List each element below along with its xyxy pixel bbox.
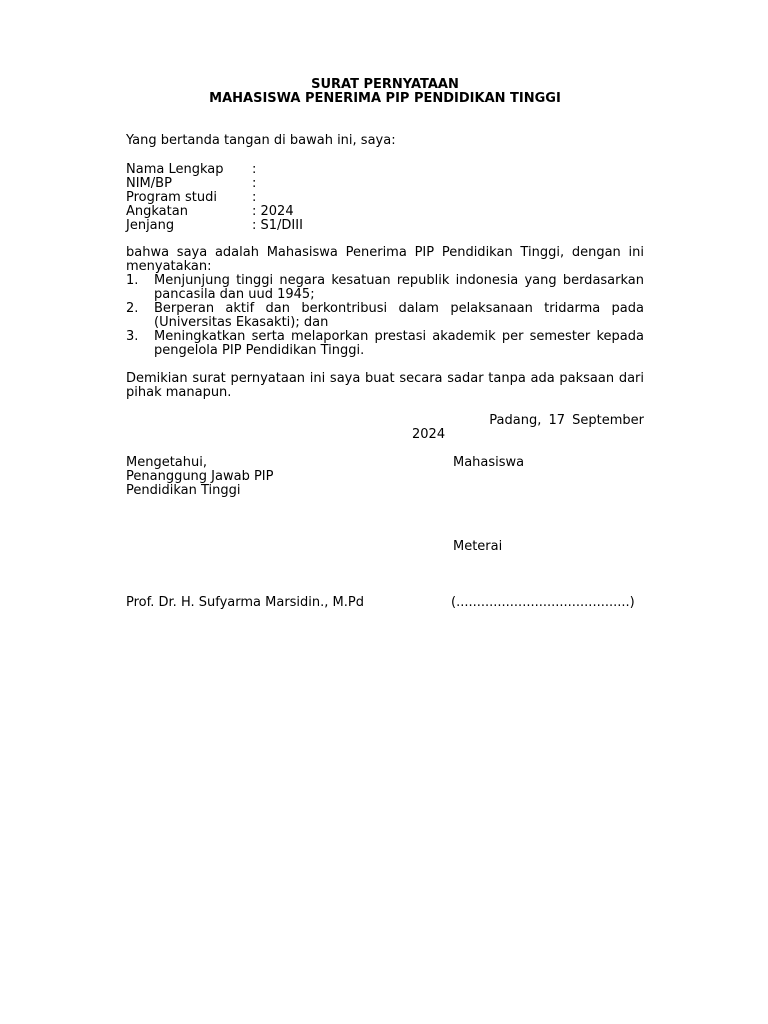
left-sig-line3: Pendidikan Tinggi xyxy=(126,483,241,498)
list-text: Menjunjung tinggi negara kesatuan republik indonesia yang berdasarkan pancasila dan uud 1945; xyxy=(154,273,644,302)
field-label: Angkatan xyxy=(126,204,188,219)
field-value: : S1/DIII xyxy=(252,218,303,233)
field-label: Jenjang xyxy=(126,218,175,233)
right-signatory-name: (..........................................) xyxy=(451,595,635,610)
place-date: Padang, 17 September xyxy=(489,413,644,428)
document-subtitle: MAHASISWA PENERIMA PIP PENDIDIKAN TINGGI xyxy=(209,91,561,106)
intro-text: Yang bertanda tangan di bawah ini, saya: xyxy=(126,133,396,148)
date-year: 2024 xyxy=(412,427,446,442)
left-sig-line1: Mengetahui, xyxy=(126,455,207,470)
field-label: NIM/BP xyxy=(126,176,172,191)
field-label: Nama Lengkap xyxy=(126,162,224,177)
declaration-list xyxy=(126,274,644,358)
list-text: Berperan aktif dan berkontribusi dalam pelaksanaan tridarma pada (Universitas Ekasakti); dan xyxy=(154,301,644,330)
list-item xyxy=(126,274,644,302)
field-value: : xyxy=(252,190,257,205)
list-item xyxy=(126,330,644,358)
statement-text: bahwa saya adalah Mahasiswa Penerima PIP Pendidikan Tinggi, dengan ini menyatakan: xyxy=(126,245,644,274)
document-title: SURAT PERNYATAAN xyxy=(311,77,459,92)
list-number: 1. xyxy=(126,273,139,288)
field-value: : xyxy=(252,176,257,191)
left-signatory-name: Prof. Dr. H. Sufyarma Marsidin., M.Pd xyxy=(126,595,364,610)
right-sig-label: Mahasiswa xyxy=(453,455,525,470)
field-label: Program studi xyxy=(126,190,217,205)
meterai-label: Meterai xyxy=(453,539,503,554)
left-sig-line2: Penanggung Jawab PIP xyxy=(126,469,274,484)
list-text: Meningkatkan serta melaporkan prestasi akademik per semester kepada pengelola PIP Pendidikan Tinggi. xyxy=(154,329,644,358)
field-value: : xyxy=(252,162,257,177)
closing-text: Demikian surat pernyataan ini saya buat secara sadar tanpa ada paksaan dari pihak manapun. xyxy=(126,371,644,400)
list-item xyxy=(126,302,644,330)
list-number: 2. xyxy=(126,301,139,316)
list-number: 3. xyxy=(126,329,139,344)
field-value: : 2024 xyxy=(252,204,294,219)
